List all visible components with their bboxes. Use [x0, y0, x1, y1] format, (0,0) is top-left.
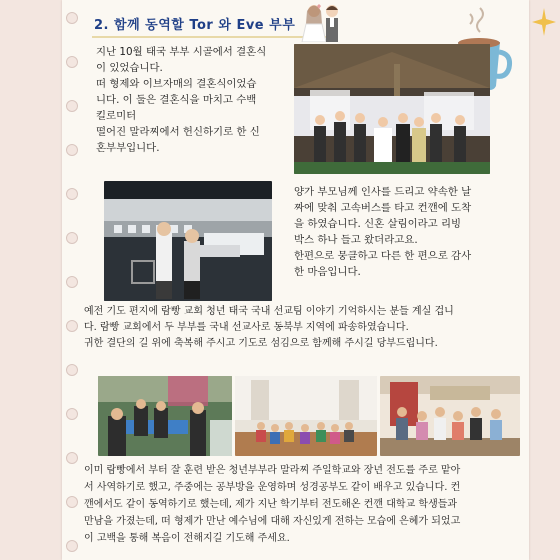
group-indoor-photo — [380, 376, 520, 456]
intro-paragraph: 지난 10월 태국 부부 시골에서 결혼식 이 있었습니다. 떠 형제와 이브자매의 결혼식이었습 니다. 이 둘은 결혼식을 마치고 수백 킬로미터 떨어진 말라찌에서 헌신하기로 한 신 혼부부입니다. — [96, 46, 267, 154]
request-paragraph: 예전 기도 편지에 람빵 교회 청년 태국 국내 선교팀 이야기 기억하시는 분들 계실 겁니 다. 람빵 교회에서 두 부부를 국내 선교사로 동북부 지역에 파송하였습니다. 귀한 결단의 길 위에 축복해 주시고 기도로 섬김으로 함께해 주시길 당부드립니다. — [84, 306, 454, 349]
wedding-couple-illustration — [300, 2, 346, 42]
students-outdoor-photo — [98, 376, 232, 456]
wedding-group-photo — [294, 44, 490, 174]
bus-station-couple-photo — [104, 181, 272, 301]
children-floor-photo — [235, 376, 377, 456]
binder-holes — [66, 8, 78, 560]
section-title: 2. 함께 동역할 Tor 와 Eve 부부 — [94, 18, 296, 33]
middle-paragraph: 양가 부모님께 인사를 드리고 약속한 날 짜에 맞춰 고속버스를 타고 컨깬에 도착 을 하였습니다. 신혼 살림이라고 리빙 박스 하나 들고 왔더라고요. 한편으로 뭉클하고 다른 한 편으로 감사 한 마음입니다. — [294, 186, 472, 278]
closing-paragraph: 이미 람빵에서 부터 잘 훈련 받은 청년부부라 말라찌 주일학교와 장년 전도를 주로 맡아 서 사역하기로 했고, 주중에는 공부방을 운영하며 성경공부도 같이 배우고 있습니다. 컨 깬에서도 같이 동역하기로 했는데, 제가 지난 학기부터 전도해온 컨깬 대학교 학생들과 만남을 가졌는데, 떠 형제가 만난 예수님에 대해 자신있게 전하는 모습에 은혜가 되었고 이 고백을 통해 복음이 전해지길 기도해 주세요. — [84, 465, 461, 544]
title-underline — [92, 36, 327, 38]
sparkle-icon — [532, 8, 556, 36]
